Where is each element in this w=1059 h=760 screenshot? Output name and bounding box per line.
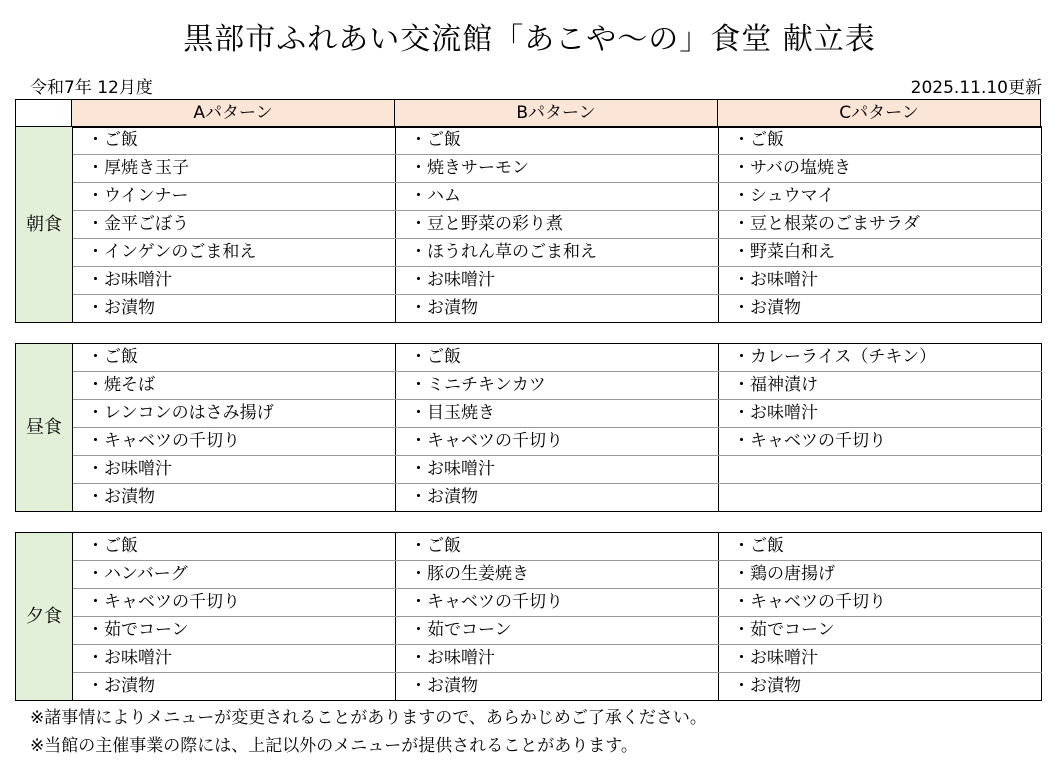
dish-cell: ・キャベツの千切り bbox=[719, 428, 1042, 456]
header-corner-cell bbox=[16, 100, 72, 128]
dish-cell: ・ご飯 bbox=[73, 533, 396, 561]
dish-cell: ・ご飯 bbox=[719, 533, 1042, 561]
dish-cell: ・お漬物 bbox=[719, 673, 1042, 701]
pattern-c-header: Cパターン bbox=[718, 100, 1041, 128]
dish-cell: ・キャベツの千切り bbox=[396, 589, 719, 617]
dish-cell: ・福神漬け bbox=[719, 372, 1042, 400]
dish-cell: ・ご飯 bbox=[396, 127, 719, 155]
footnote-menu-change: ※諸事情によりメニューが変更されることがありますので、あらかじめご了承ください。 bbox=[30, 708, 707, 728]
table-row bbox=[16, 561, 1042, 589]
dish-cell: ・焼そば bbox=[73, 372, 396, 400]
table-row bbox=[16, 673, 1042, 701]
dish-cell: ・インゲンのごま和え bbox=[73, 239, 396, 267]
footnote-special-events: ※当館の主催事業の際には、上記以外のメニューが提供されることがあります。 bbox=[30, 736, 638, 756]
dish-cell: ・カレーライス（チキン） bbox=[719, 344, 1042, 372]
updated-date: 2025.11.10更新 bbox=[910, 78, 1042, 98]
table-row bbox=[16, 645, 1042, 673]
table-row bbox=[16, 211, 1042, 239]
table-row bbox=[16, 533, 1042, 561]
pattern-header-table bbox=[15, 99, 1041, 128]
dish-cell: ・目玉焼き bbox=[396, 400, 719, 428]
dish-cell: ・お味噌汁 bbox=[396, 267, 719, 295]
table-row bbox=[16, 456, 1042, 484]
dish-cell: ・ご飯 bbox=[396, 344, 719, 372]
dish-cell: ・サバの塩焼き bbox=[719, 155, 1042, 183]
dish-cell: ・お味噌汁 bbox=[719, 645, 1042, 673]
dish-cell: ・金平ごぼう bbox=[73, 211, 396, 239]
dish-cell: ・鶏の唐揚げ bbox=[719, 561, 1042, 589]
table-row bbox=[16, 344, 1042, 372]
dish-cell: ・ハンバーグ bbox=[73, 561, 396, 589]
table-row bbox=[16, 239, 1042, 267]
page-title: 黒部市ふれあい交流館「あこや～の」食堂 献立表 bbox=[183, 22, 876, 57]
dish-cell: ・キャベツの千切り bbox=[719, 589, 1042, 617]
dish-cell: ・お味噌汁 bbox=[73, 267, 396, 295]
dish-cell: ・ウインナー bbox=[73, 183, 396, 211]
table-row bbox=[16, 155, 1042, 183]
table-row bbox=[16, 428, 1042, 456]
table-row bbox=[16, 295, 1042, 323]
table-row bbox=[16, 484, 1042, 512]
dish-cell: ・野菜白和え bbox=[719, 239, 1042, 267]
dish-cell: ・お漬物 bbox=[396, 484, 719, 512]
table-row bbox=[16, 589, 1042, 617]
meal-label-dinner: 夕食 bbox=[16, 533, 73, 701]
dish-cell: ・お味噌汁 bbox=[719, 267, 1042, 295]
meal-label-breakfast: 朝食 bbox=[16, 127, 73, 323]
table-row bbox=[16, 183, 1042, 211]
dish-cell: ・お漬物 bbox=[73, 295, 396, 323]
pattern-a-header: Aパターン bbox=[72, 100, 395, 128]
dish-cell bbox=[719, 456, 1042, 484]
table-row bbox=[16, 267, 1042, 295]
dish-cell: ・茹でコーン bbox=[719, 617, 1042, 645]
dish-cell: ・茹でコーン bbox=[73, 617, 396, 645]
dish-cell bbox=[719, 484, 1042, 512]
lunch-table bbox=[15, 343, 1042, 512]
dish-cell: ・シュウマイ bbox=[719, 183, 1042, 211]
table-row bbox=[16, 400, 1042, 428]
dish-cell: ・お漬物 bbox=[396, 295, 719, 323]
dish-cell: ・お味噌汁 bbox=[396, 456, 719, 484]
dish-cell: ・豚の生姜焼き bbox=[396, 561, 719, 589]
dish-cell: ・茹でコーン bbox=[396, 617, 719, 645]
pattern-header-row bbox=[16, 100, 1041, 128]
table-row bbox=[16, 127, 1042, 155]
dish-cell: ・お漬物 bbox=[73, 484, 396, 512]
dish-cell: ・豆と野菜の彩り煮 bbox=[396, 211, 719, 239]
dish-cell: ・キャベツの千切り bbox=[73, 428, 396, 456]
dish-cell: ・お味噌汁 bbox=[73, 456, 396, 484]
dish-cell: ・お漬物 bbox=[396, 673, 719, 701]
dish-cell: ・お漬物 bbox=[719, 295, 1042, 323]
dish-cell: ・レンコンのはさみ揚げ bbox=[73, 400, 396, 428]
table-row bbox=[16, 372, 1042, 400]
dish-cell: ・お味噌汁 bbox=[719, 400, 1042, 428]
dish-cell: ・ご飯 bbox=[73, 127, 396, 155]
breakfast-table bbox=[15, 126, 1042, 323]
pattern-b-header: Bパターン bbox=[395, 100, 718, 128]
table-row bbox=[16, 617, 1042, 645]
period-label: 令和7年 12月度 bbox=[30, 78, 153, 98]
dish-cell: ・豆と根菜のごまサラダ bbox=[719, 211, 1042, 239]
dish-cell: ・ほうれん草のごま和え bbox=[396, 239, 719, 267]
meal-label-lunch: 昼食 bbox=[16, 344, 73, 512]
dish-cell: ・ご飯 bbox=[73, 344, 396, 372]
footnotes bbox=[30, 704, 707, 760]
subheader bbox=[30, 77, 1042, 99]
dish-cell: ・お味噌汁 bbox=[73, 645, 396, 673]
dish-cell: ・焼きサーモン bbox=[396, 155, 719, 183]
dish-cell: ・ハム bbox=[396, 183, 719, 211]
dish-cell: ・お漬物 bbox=[73, 673, 396, 701]
dish-cell: ・厚焼き玉子 bbox=[73, 155, 396, 183]
dinner-table bbox=[15, 532, 1042, 701]
dish-cell: ・ご飯 bbox=[719, 127, 1042, 155]
dish-cell: ・キャベツの千切り bbox=[73, 589, 396, 617]
dish-cell: ・キャベツの千切り bbox=[396, 428, 719, 456]
dish-cell: ・ご飯 bbox=[396, 533, 719, 561]
dish-cell: ・お味噌汁 bbox=[396, 645, 719, 673]
dish-cell: ・ミニチキンカツ bbox=[396, 372, 719, 400]
